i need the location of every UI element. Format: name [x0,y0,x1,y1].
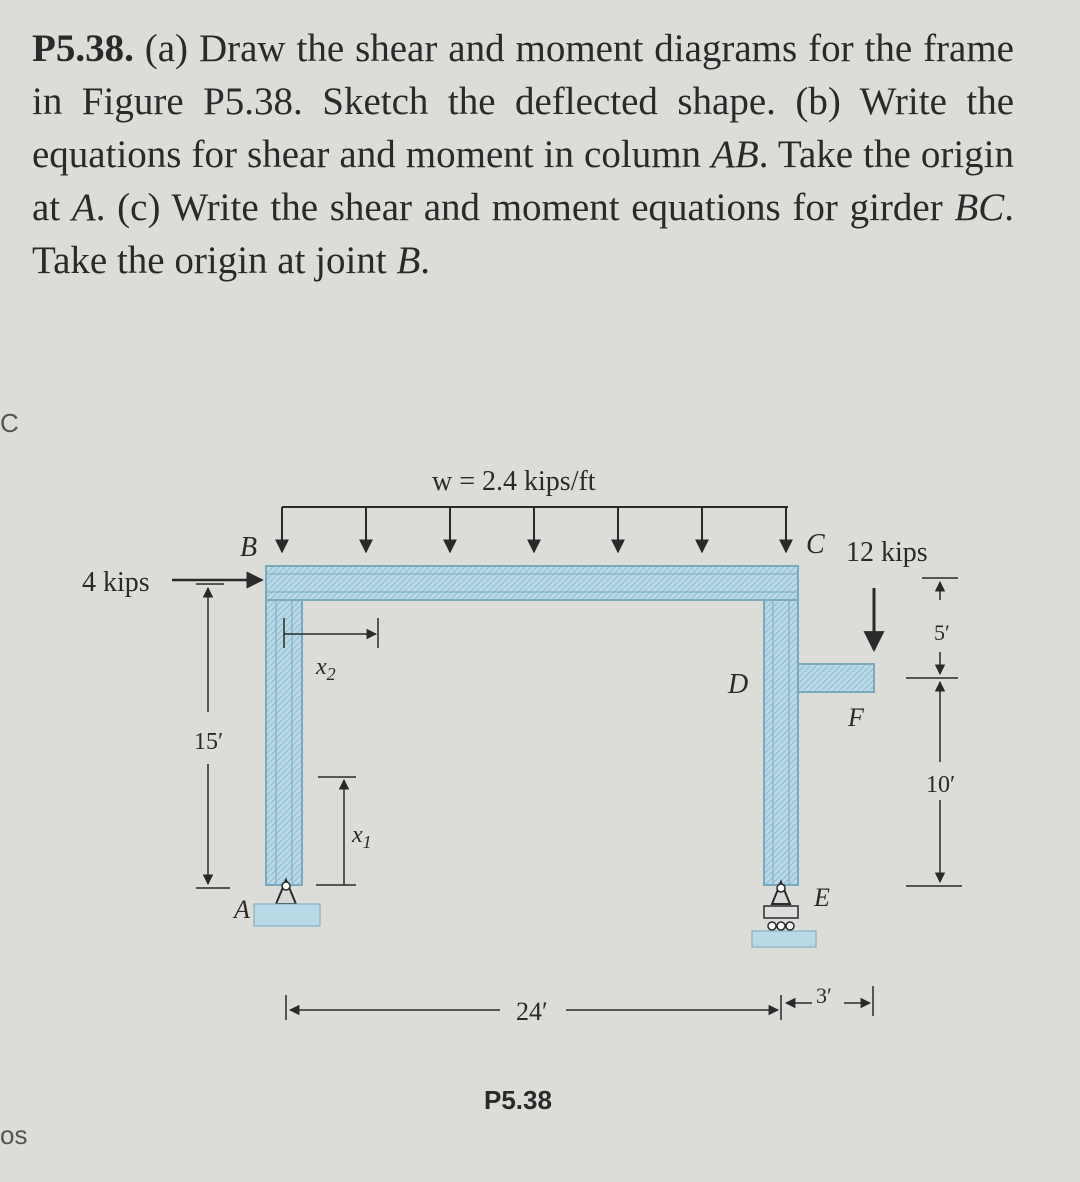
dim-24-label: 24′ [516,997,548,1026]
part-c-member: BC [954,186,1005,229]
load-label: w = 2.4 kips/ft [432,466,596,497]
part-a-label: (a) [144,27,189,70]
part-b-text: Write the equations for shear and moment in column [32,80,1015,176]
node-b-label: B [240,532,258,563]
node-c-label: C [806,529,825,560]
horizontal-load-label: 4 kips [82,567,150,598]
part-b-text2: . Take the origin at [32,133,1014,229]
figure-caption: P5.38 [484,1085,552,1115]
node-f-label: F [848,703,864,732]
cantilever-df [798,664,874,692]
edge-mark-top: C [0,408,19,438]
part-b-member: AB [711,133,759,176]
point-load-label: 12 kips [846,537,928,568]
node-a-label: A [234,895,250,924]
pin-support-a [254,880,320,926]
x1-coordinate [316,777,356,885]
dim-5-label: 5′ [934,620,950,645]
node-e-label: E [814,883,830,912]
part-b-origin: A [71,186,96,229]
x2-label: $x_2$ [316,654,336,684]
column-ce [764,600,798,885]
problem-number: P5.38. [32,27,134,70]
girder-bc [266,566,798,600]
distributed-load [282,507,788,552]
dim-10-label: 10′ [926,772,956,798]
part-c-end: . [420,239,431,282]
x1-label: $x_1$ [352,822,372,852]
part-c-text2: . Take the origin at joint [32,186,1014,282]
part-c-origin: B [396,239,421,282]
node-d-label: D [728,669,749,700]
dim-15-label: 15′ [194,729,224,755]
part-b-label: (b) [795,80,841,123]
roller-support-e [752,882,816,947]
part-c-text: Write the shear and moment equations for girder [171,186,943,229]
edge-mark-bottom: os [0,1120,28,1150]
part-a-text: Draw the shear and moment diagrams for the frame in Figure P5.38. Sketch the deflected shape. [32,27,1014,123]
part-c-label: (c) [117,186,161,229]
problem-statement: P5.38. (a) Draw the shear and moment diagrams for the frame in Figure P5.38. Sketch the deflected shape. (b) Write the equations for shear and moment in column AB. Take the origin at A. (c) Write the shear and moment equations for girder BC. Take the origin at joint B. [32,27,1015,282]
dim-3-label: 3′ [816,983,832,1008]
